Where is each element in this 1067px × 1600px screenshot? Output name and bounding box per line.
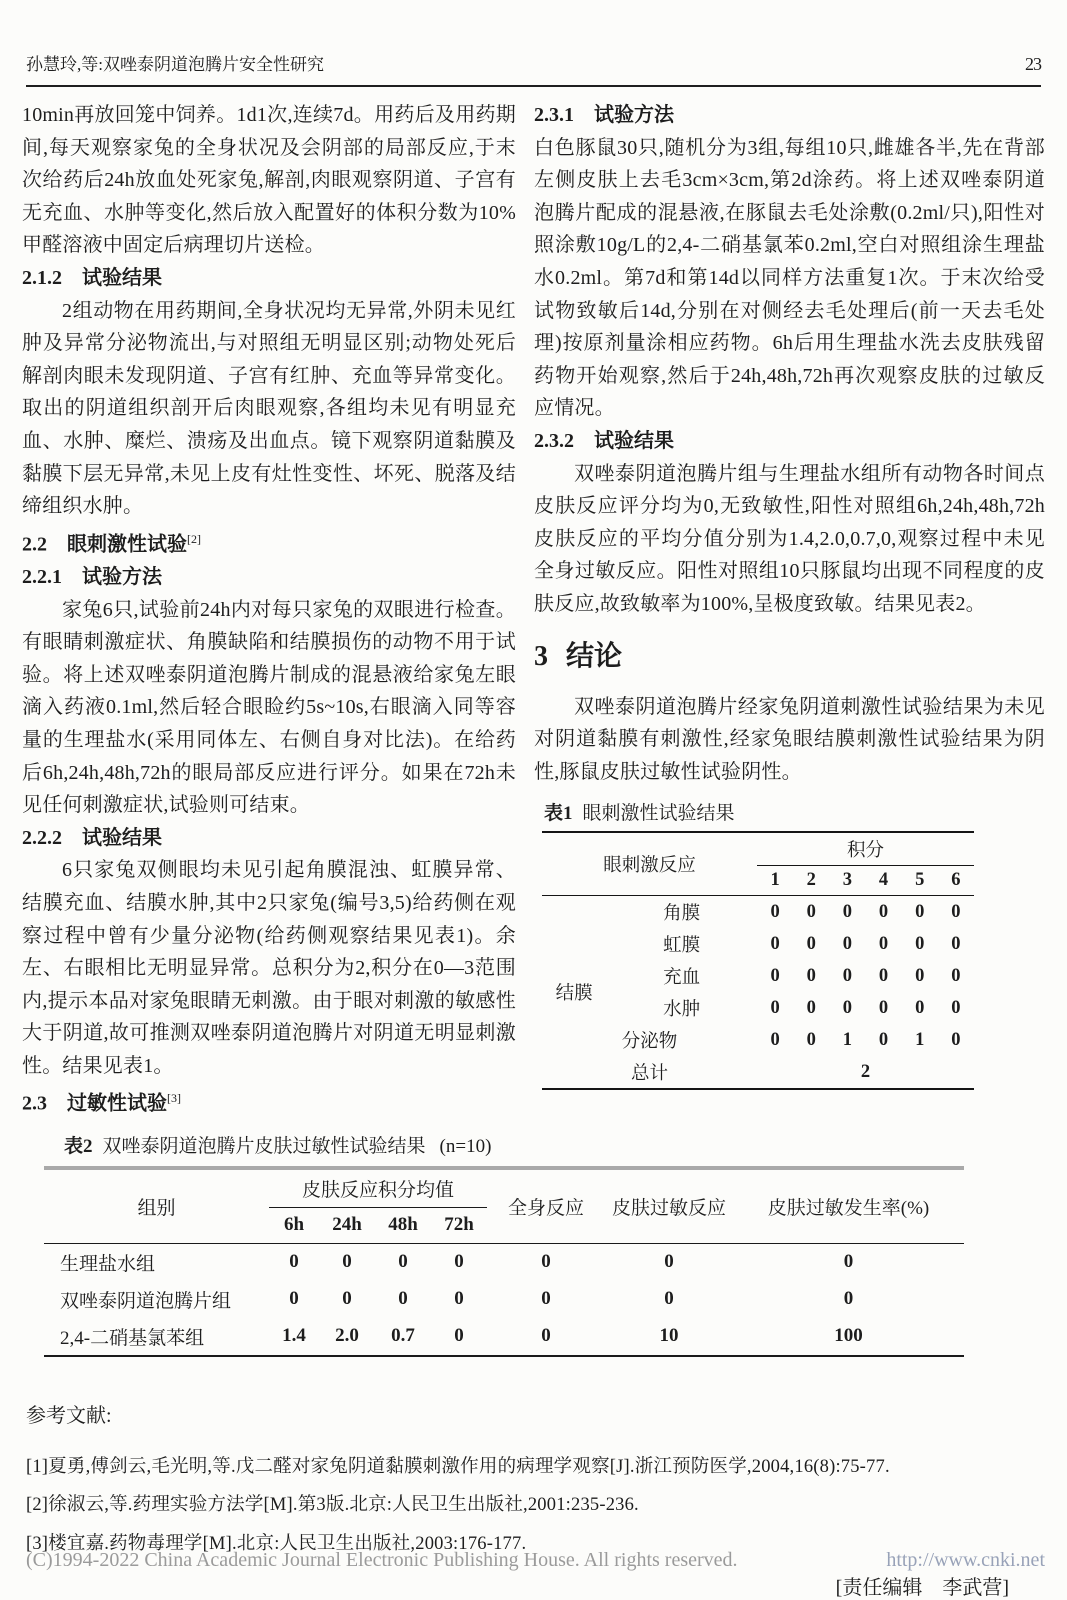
cell-value: 0: [842, 933, 852, 954]
cell-value: 0: [843, 1288, 854, 1310]
score-col: 4: [865, 866, 901, 896]
cell-value: 0: [770, 901, 780, 922]
row-label: 分泌物: [621, 1032, 678, 1053]
cell-value: 0: [289, 1251, 299, 1273]
editor-note: [责任编辑 李武营]: [835, 1577, 1009, 1600]
cell-value: 0: [842, 901, 852, 922]
cell-value: 0: [289, 1288, 299, 1310]
table1-label: 表1: [544, 803, 573, 825]
cell-value: 0: [915, 933, 925, 954]
cell-value: 100: [834, 1325, 863, 1347]
table-row-edema: [542, 992, 974, 1024]
systemic-header: 全身反应: [487, 1168, 605, 1244]
cell-value: 0: [770, 965, 780, 986]
cell-value: 0: [541, 1251, 551, 1273]
copyright-text: (C)1994-2022 China Academic Journal Electronic Publishing House. All rights reserved.: [26, 1549, 738, 1571]
allergy-header: 皮肤过敏反应: [605, 1168, 733, 1244]
cell-value: 1: [842, 1029, 852, 1050]
cell-value: 0: [915, 997, 925, 1018]
cell-value: 0: [770, 933, 780, 954]
cell-value: 0: [951, 933, 961, 954]
page-header: [26, 50, 1041, 87]
time-col: 6h: [269, 1207, 319, 1243]
left-column: [22, 99, 516, 1121]
citation-superscript: [3]: [167, 1091, 181, 1106]
table-row-dncb: [44, 1318, 964, 1356]
cell-value: 0: [541, 1288, 551, 1310]
cell-value: 0: [398, 1288, 408, 1310]
table1-title: [544, 798, 1045, 825]
cell-value: 0: [541, 1325, 551, 1347]
references-section: [26, 1399, 1041, 1564]
cell-value: 0: [806, 933, 816, 954]
cell-value: 0: [806, 1029, 816, 1050]
table1-header-row: [542, 832, 974, 866]
cnki-url-link[interactable]: http://www.cnki.net: [886, 1549, 1045, 1571]
cell-value: 0: [806, 997, 816, 1018]
references-heading: 参考文献:: [26, 1404, 112, 1427]
table2-sample-size: (n=10): [439, 1135, 492, 1157]
table-row-cornea: [542, 896, 974, 929]
row-label: 角膜: [663, 904, 701, 925]
table1-stub-header: 眼刺激反应: [542, 832, 757, 896]
section-heading-3-conclusion: [534, 637, 1045, 677]
cell-value: 0: [454, 1251, 464, 1273]
paragraph-conclusion: 双唑泰阴道泡腾片经家兔阴道刺激性试验结果为未见对阴道黏膜有刺激性,经家兔眼结膜刺激性试验结果为阴性,豚鼠皮肤过敏性试验阴性。: [534, 695, 1045, 783]
cell-value: 0: [915, 901, 925, 922]
score-mean-header: 皮肤反应积分均值: [269, 1168, 487, 1208]
cell-value: 0.7: [391, 1325, 415, 1347]
table-row-hyperemia: [542, 960, 974, 992]
table2-skin-allergy: [44, 1166, 964, 1357]
cell-value: 0: [806, 965, 816, 986]
cell-value: 10: [659, 1325, 679, 1347]
cell-value: 0: [342, 1288, 352, 1310]
reference-item-2: [2]徐淑云,等.药理实验方法学[M].第3版.北京:人民卫生出版社,2001:235-236.: [26, 1495, 639, 1516]
row-label: 生理盐水组: [60, 1253, 156, 1275]
score-col: 2: [793, 866, 829, 896]
cell-value: 0: [664, 1251, 674, 1273]
heading-text: 2.2 眼刺激性试验: [22, 533, 187, 556]
table2-label: 表2: [64, 1135, 93, 1157]
cell-value: 0: [878, 997, 889, 1018]
time-col: 72h: [431, 1207, 487, 1243]
row-label: 总计: [630, 1064, 668, 1085]
table-row-total: [542, 1056, 974, 1089]
heading-text: 2.3 过敏性试验: [22, 1093, 167, 1116]
cell-value: 0: [842, 997, 852, 1018]
citation-superscript: [2]: [187, 531, 201, 546]
cell-value: 0: [878, 965, 889, 986]
paragraph-eye-results: 6只家兔双侧眼均未见引起角膜混浊、虹膜异常、结膜充血、结膜水肿,其中2只家兔(编号3,5)给药侧在观察过程中曾有少量分泌物(给药侧观察结果见表1)。余左、右眼相比无明显异常。总积分为2,积分在0—3范围内,提示本品对家兔眼睛无刺激。由于眼对刺激的敏感性大于阴道,故可推测双唑泰阴道泡腾片对阴道无明显刺激性。结果见表1。: [22, 859, 516, 1077]
row-group-label: 结膜: [555, 984, 593, 1005]
cell-value: 0: [454, 1325, 464, 1347]
cell-value: 0: [342, 1251, 352, 1273]
total-value: 2: [860, 1061, 871, 1082]
paragraph-eye-method: 家兔6只,试验前24h内对每只家兔的双眼进行检查。有眼睛刺激症状、角膜缺陷和结膜损伤的动物不用于试验。将上述双唑泰阴道泡腾片制成的混悬液给家兔左眼滴入药液0.1ml,然后轻合眼睑约5s~10s,右眼滴入同等容量的生理盐水(采用同体左、右侧自身对比法)。在给药后6h,24h,48h,72h的眼局部反应进行评分。如果在72h未见任何刺激症状,试验则可结束。: [22, 598, 516, 817]
section-heading-2-2-1: 2.2.1 试验方法: [22, 565, 162, 588]
cell-value: 0: [878, 933, 889, 954]
table1-title-text: 眼刺激性试验结果: [582, 803, 735, 825]
section-heading-2-2-2: 2.2.2 试验结果: [22, 826, 162, 849]
time-col: 48h: [375, 1207, 431, 1243]
time-col: 24h: [319, 1207, 375, 1243]
cell-value: 0: [770, 1029, 780, 1050]
cnki-footer: [26, 1549, 1045, 1572]
section-heading-2-3: [22, 1082, 516, 1120]
table2-header-row: [44, 1168, 964, 1208]
cell-value: 0: [398, 1251, 408, 1273]
table2-title-text: 双唑泰阴道泡腾片皮肤过敏性试验结果: [102, 1135, 426, 1157]
score-col: 1: [757, 866, 793, 896]
table1-score-header: 积分: [757, 832, 974, 866]
cell-value: 1.4: [282, 1325, 306, 1347]
score-col: 3: [829, 866, 865, 896]
cell-value: 0: [843, 1251, 854, 1273]
cell-value: 0: [842, 965, 852, 986]
page-number: 23: [1025, 54, 1041, 74]
running-title: 孙慧玲,等:双唑泰阴道泡腾片安全性研究: [26, 55, 324, 74]
cell-value: 0: [951, 1029, 961, 1050]
table-row-tablet: [44, 1281, 964, 1318]
table-row-secretion: [542, 1024, 974, 1056]
table-row-iris: [542, 928, 974, 960]
cell-value: 0: [878, 1029, 889, 1050]
row-label: 水肿: [663, 1000, 701, 1021]
paragraph-vaginal-results: 2组动物在用药期间,全身状况均无异常,外阴未见红肿及异常分泌物流出,与对照组无明显区别;动物处死后解剖肉眼未发现阴道、子宫有红肿、充血等异常变化。取出的阴道组织剖开后肉眼观察,各组均未见有明显充血、水肿、糜烂、溃疡及出血点。镜下观察阴道黏膜及黏膜下层无异常,未见上皮有灶性变性、坏死、脱落及结缔组织水肿。: [22, 299, 516, 518]
score-col: 5: [902, 866, 938, 896]
score-col: 6: [938, 866, 974, 896]
row-label: 2,4-二硝基氯苯组: [60, 1327, 205, 1349]
cell-value: 0: [770, 997, 780, 1018]
paragraph-method-continued: 10min再放回笼中饲养。1d1次,连续7d。用药后及用药期间,每天观察家兔的全身状况及会阴部的局部反应,于末次给药后24h放血处死家兔,解剖,肉眼观察阴道、子宫有无充血、水肿等变化,然后放入配置好的体积分数为10%甲醛溶液中固定后病理切片送检。: [22, 104, 516, 257]
cell-value: 0: [454, 1288, 464, 1310]
cell-value: 0: [951, 965, 961, 986]
paragraph-allergy-method: 白色豚鼠30只,随机分为3组,每组10只,雌雄各半,先在背部左侧皮肤上去毛3cm×3cm,第2d涂药。将上述双唑泰阴道泡腾片配成的混悬液,在豚鼠去毛处涂敷(0.2ml/只),阳性对照涂敷10g/L的2,4-二硝基氯苯0.2ml,空白对照组涂生理盐水0.2ml。第7d和第14d以同样方法重复1次。于末次给受试物致敏后14d,分别在对侧经去毛处理后(前一天去毛处理)按原剂量涂相应药物。6h后用生理盐水洗去皮肤残留药物开始观察,然后于24h,48h,72h再次观察皮肤的过敏反应情况。: [534, 136, 1045, 420]
group-header: 组别: [44, 1168, 269, 1244]
reference-item-1: [1]夏勇,傅剑云,毛光明,等.戊二醛对家兔阴道黏膜刺激作用的病理学观察[J].浙江预防医学,2004,16(8):75-77.: [26, 1456, 890, 1477]
cell-value: 0: [664, 1288, 674, 1310]
heading-text: 结论: [566, 640, 623, 672]
cell-value: 0: [878, 901, 889, 922]
row-label: 双唑泰阴道泡腾片组: [60, 1290, 232, 1312]
two-column-body: [0, 87, 1067, 1121]
table2-title: [64, 1131, 1067, 1158]
cell-value: 0: [915, 965, 925, 986]
paragraph-allergy-results: 双唑泰阴道泡腾片组与生理盐水组所有动物各时间点皮肤反应评分均为0,无致敏性,阳性对照组6h,24h,48h,72h皮肤反应的平均分值分别为1.4,2.0,0.7,0,观察过程中未见全身过敏反应。阳性对照组10只豚鼠均出现不同程度的皮肤反应,故致敏率为100%,呈极度致敏。结果见表2。: [534, 462, 1045, 615]
cell-value: 0: [951, 901, 961, 922]
section-heading-2-3-1: 2.3.1 试验方法: [534, 104, 674, 126]
rate-header: 皮肤过敏发生率(%): [733, 1168, 964, 1244]
section-heading-2-2: [22, 523, 516, 561]
cell-value: 1: [915, 1029, 925, 1050]
row-label: 虹膜: [663, 936, 701, 957]
row-label: 充血: [663, 968, 701, 989]
cell-value: 0: [951, 997, 961, 1018]
reference-item-3: [3]楼宜嘉.药物毒理学[M].北京:人民卫生出版社,2003:176-177.: [26, 1533, 527, 1554]
table-row-saline: [44, 1243, 964, 1281]
right-column: [534, 99, 1045, 1121]
heading-number: 3: [534, 640, 548, 672]
cell-value: 2.0: [335, 1325, 359, 1347]
table1-eye-irritation: [542, 831, 974, 1090]
cell-value: 0: [806, 901, 816, 922]
section-heading-2-1-2: 2.1.2 试验结果: [22, 266, 162, 289]
section-heading-2-3-2: 2.3.2 试验结果: [534, 429, 674, 452]
